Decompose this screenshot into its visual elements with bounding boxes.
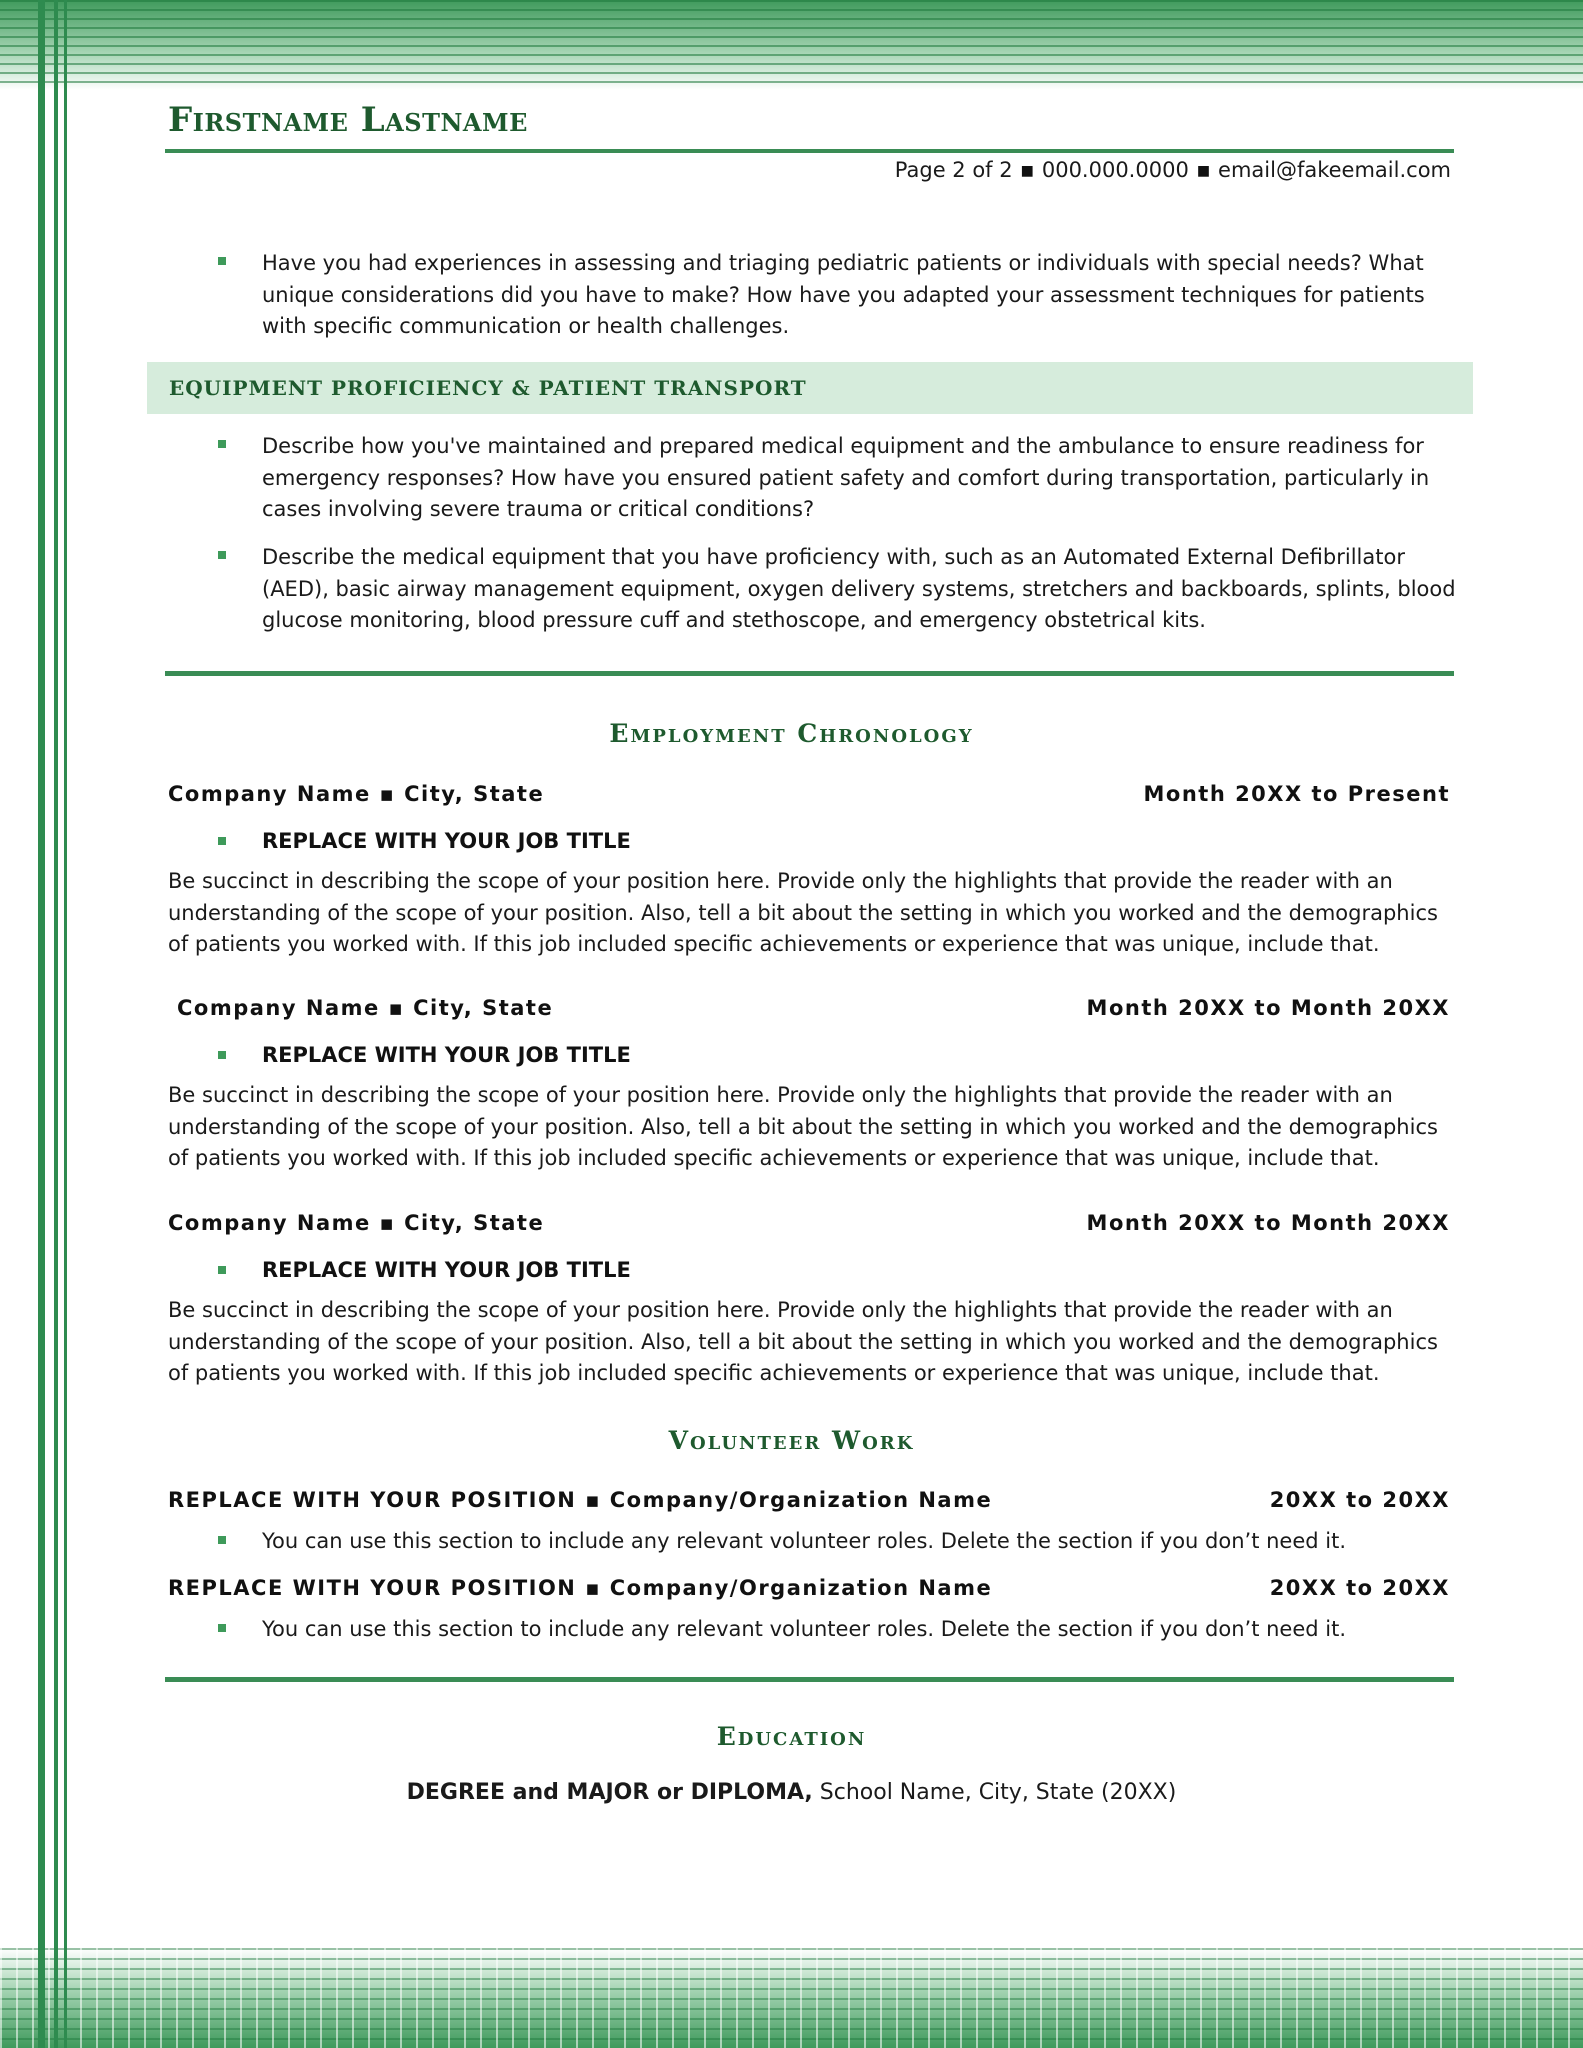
separator-icon: ■ (1020, 163, 1034, 179)
bullet-icon (218, 440, 226, 448)
job-title: REPLACE WITH YOUR JOB TITLE (262, 1258, 631, 1282)
name-underline (165, 149, 1454, 153)
separator-icon: ■ (1196, 163, 1211, 179)
contact-line (895, 158, 1451, 182)
job-company: Company Name ▪ City, State (177, 996, 554, 1020)
bullet-icon (218, 1536, 226, 1544)
volunteer-position: REPLACE WITH YOUR POSITION ▪ Company/Organization Name (168, 1576, 993, 1600)
bullet-icon (218, 551, 226, 559)
section-divider (165, 1677, 1454, 1682)
job-dates: Month 20XX to Month 20XX (1086, 996, 1450, 1020)
phone-number: 000.000.0000 (1041, 158, 1189, 182)
job-title: REPLACE WITH YOUR JOB TITLE (262, 1043, 631, 1067)
job-dates: Month 20XX to Present (1143, 782, 1450, 806)
employment-heading: Employment Chronology (609, 719, 974, 748)
section-divider (165, 671, 1454, 676)
bullet-icon (218, 1266, 226, 1274)
job-description: Be succinct in describing the scope of your position here. Provide only the highlights that provide the reader with an understanding of the scope of your position. Also, tell a bit about the setting in which you worked and the demographics of patients you worked with. If this job included specific achievements or experience that was unique, include that. (168, 869, 1438, 956)
email-address: email@fakeemail.com (1218, 158, 1451, 182)
equipment-section-title: EQUIPMENT PROFICIENCY & PATIENT TRANSPORT (169, 376, 807, 400)
equipment-bullet: Describe how you've maintained and prepared medical equipment and the ambulance to ensure readiness for emergency responses? How have you ensured patient safety and comfort during transportation, particularly in cases involving severe trauma or critical conditions? (262, 434, 1430, 521)
education-school: School Name, City, State (20XX) (812, 1780, 1177, 1805)
volunteer-dates: 20XX to 20XX (1269, 1488, 1450, 1512)
job-dates: Month 20XX to Month 20XX (1086, 1211, 1450, 1235)
education-entry (0, 1780, 1583, 1805)
intro-bullet-text: Have you had experiences in assessing and triaging pediatric patients or individuals with special needs? What unique considerations did you have to make? How have you adapted your assessment techniques for patients with specific communication or health challenges. (262, 251, 1425, 338)
job-company: Company Name ▪ City, State (168, 782, 545, 806)
equipment-bullet: Describe the medical equipment that you have proficiency with, such as an Automated External Defibrillator (AED), basic airway management equipment, oxygen delivery systems, stretchers and backboards, splints, blood glucose monitoring, blood pressure cuff and stethoscope, and emergency obstetrical kits. (262, 545, 1456, 632)
job-title: REPLACE WITH YOUR JOB TITLE (262, 829, 631, 853)
job-description: Be succinct in describing the scope of your position here. Provide only the highlights that provide the reader with an understanding of the scope of your position. Also, tell a bit about the setting in which you worked and the demographics of patients you worked with. If this job included specific achievements or experience that was unique, include that. (168, 1083, 1438, 1170)
education-heading: Education (716, 1722, 867, 1751)
volunteer-bullet: You can use this section to include any relevant volunteer roles. Delete the section if you don’t need it. (262, 1529, 1347, 1553)
volunteer-position: REPLACE WITH YOUR POSITION ▪ Company/Organization Name (168, 1488, 993, 1512)
education-degree: DEGREE and MAJOR or DIPLOMA, (406, 1780, 813, 1805)
bottom-decorative-band (0, 1948, 1583, 2048)
job-description: Be succinct in describing the scope of your position here. Provide only the highlights that provide the reader with an understanding of the scope of your position. Also, tell a bit about the setting in which you worked and the demographics of patients you worked with. If this job included specific achievements or experience that was unique, include that. (168, 1298, 1438, 1385)
candidate-name: Firstname Lastname (168, 100, 528, 140)
volunteer-bullet: You can use this section to include any relevant volunteer roles. Delete the section if you don’t need it. (262, 1617, 1347, 1641)
bullet-icon (218, 1051, 226, 1059)
job-company: Company Name ▪ City, State (168, 1211, 545, 1235)
top-decorative-band (0, 0, 1583, 90)
page-number: Page 2 of 2 (894, 158, 1013, 182)
bullet-icon (218, 257, 226, 265)
bullet-icon (218, 837, 226, 845)
volunteer-heading: Volunteer Work (668, 1426, 915, 1455)
bullet-icon (218, 1624, 226, 1632)
volunteer-dates: 20XX to 20XX (1269, 1576, 1450, 1600)
